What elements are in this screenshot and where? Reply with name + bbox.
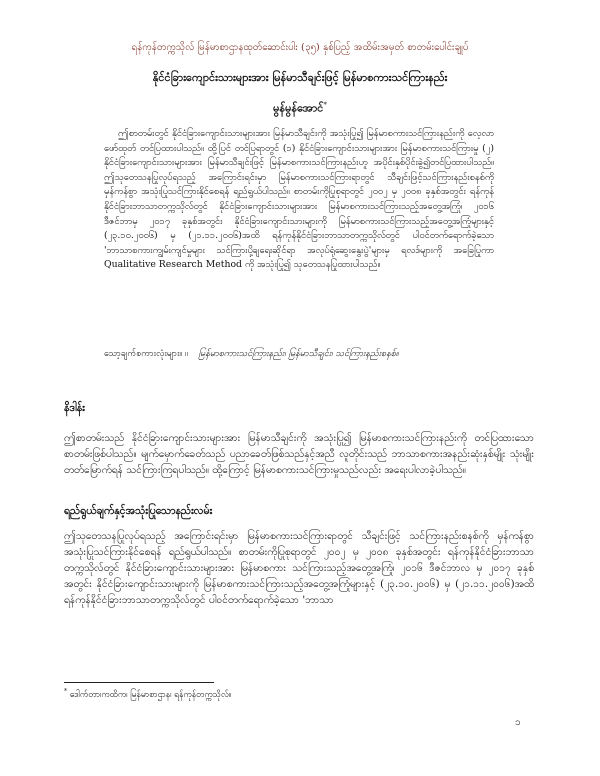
footnote-text: ဒေါက်တာ၊ကထိက၊ မြန်မာစာဌာန၊ ရန်ကုန်တက္ကသိုလ်။ xyxy=(69,689,232,700)
purpose-method-paragraph: ဤသုတေသနပြုလုပ်ရသည့် အကြောင်းရင်းမှာ မြန်မာစကားသင်ကြားရာတွင် သီချင်းဖြင့် သင်ကြားနည်းစနစ်ကို မှန်ကန်စွာ အသုံးပြုသင်ကြားနိုင်စေရန် ရည်ရွယ်ပါသည်။ စာတမ်းကိုပြုစုရာတွင် ၂၀၀၂ မှ ၂၀၀၈ ခုနှစ်အတွင်း ရန်ကုန်နိုင်ငံခြားဘာသာတက္ကသိုလ်တွင် နိုင်ငံခြားကျောင်းသားများအား မြန်မာစကား သင်ကြားသည့်အတွေ့အကြုံ၊ ၂၀၁၆ ဒီဇင်ဘာလ မှ ၂၀၁၇ ခုနှစ်အတွင်း နိုင်ငံခြားကျောင်းသားများကို မြန်မာစကားသင်ကြားသည့်အတွေ့အကြုံများနှင့် (၂၃.၁၀.၂၀၀၆) မှ (၂၁.၁၁.၂၀၀၆)အထိ ရန်ကုန်နိုင်ငံခြားဘာသာတက္ကသိုလ်တွင် ပါဝင်တက်ရောက်ခဲ့သော 'ဘာသာ xyxy=(64,530,534,606)
author-name: မွန်မွန်အောင် xyxy=(273,101,324,115)
author-line xyxy=(0,101,600,118)
keywords-label: သော့ချက်စကားလုံးများ။ ။ xyxy=(104,349,188,359)
page-number: ၁ xyxy=(515,717,521,728)
paper-title: နိုင်ငံခြားကျောင်းသားများအား မြန်မာသီချင်းဖြင့် မြန်မာစကားသင်ကြားနည်း xyxy=(152,71,448,84)
introduction-paragraph: ဤစာတမ်းသည် နိုင်ငံခြားကျောင်းသားများအား မြန်မာသီချင်းကို အသုံးပြု၍ မြန်မာစကားသင်ကြားနည်းကို တင်ပြထားသောစာတမ်းဖြစ်ပါသည်။ မျက်မှောက်ခေတ်သည် ပညာခေတ်ဖြစ်သည်နှင့်အညီ လူတိုင်းသည် ဘာသာစကားအနည်းဆုံးနှစ်မျိုး သုံးမျိုးတတ်မြောက်ရန် သင်ကြားကြရပါသည်။ ထို့ကြောင့် မြန်မာစကားသင်ကြားမှုသည်လည်း အရေးပါလာခဲ့ပါသည်။ xyxy=(64,432,534,476)
abstract: ဤစာတမ်းတွင် နိုင်ငံခြားကျောင်းသားများအား မြန်မာသီချင်းကို အသုံးပြု၍ မြန်မာစကားသင်ကြားနည်းကို လေ့လာဖော်ထုတ် တင်ပြထားပါသည်။ ထို့ပြင် တင်ပြရာတွင် (၁) နိုင်ငံခြားကျောင်းသားများအား မြန်မာစကားသင်ကြားမှု (၂) နိုင်ငံခြားကျောင်းသားများအား မြန်မာသီချင်းဖြင့် မြန်မာစကားသင်ကြားနည်းဟူ အပိုင်းနှစ်ပိုင်းခွဲ၍တင်ပြထားပါသည်။ ဤသုတေသနပြုလုပ်ရသည့် အကြောင်းရင်းမှာ မြန်မာစကားသင်ကြားရာတွင် သီချင်းဖြင့်သင်ကြားနည်းစနစ်ကို မှန်ကန်စွာ အသုံးပြုသင်ကြားနိုင်စေရန် ရည်ရွယ်ပါသည်။ စာတမ်းကိုပြုစုရာတွင် ၂၀၀၂ မှ ၂၀၀၈ ခုနှစ်အတွင်း ရန်ကုန်နိုင်ငံခြားဘာသာတက္ကသိုလ်တွင် နိုင်ငံခြားကျောင်းသားများအား မြန်မာစကားသင်ကြားသည့်အတွေ့အကြုံ၊ ၂၀၁၆ ဒီဇင်ဘာမှ ၂၀၁၇ ခုနှစ်အတွင်း နိုင်ငံခြားကျောင်းသားများကို မြန်မာစကားသင်ကြားသည့်အတွေ့အကြုံများနှင့် (၂၃.၁၀.၂၀၀၆) မှ (၂၁.၁၁.၂၀၀၆)အထိ ရန်ကုန်နိုင်ငံခြားဘာသာတက္ကသိုလ်တွင် ပါဝင်တက်ရောက်ခဲ့သော 'ဘာသာစကားကျွမ်းကျင်မှုများ သင်ကြားပို့ချရေးဆိုင်ရာ အလုပ်ရုံဆွေးနွေးပွဲ'များမှ ရလဒ်များကို အခြေပြုကာ Qualitative Research Method ကို အသုံးပြု၍ သုတေသနပြုထားပါသည်။ xyxy=(104,128,494,271)
section-heading-purpose-method: ရည်ရွယ်ချက်နှင့်အသုံးပြုသောနည်းလမ်း xyxy=(64,505,213,517)
footnote-mark: * xyxy=(64,688,67,695)
keywords xyxy=(104,348,524,361)
keywords-list: မြန်မာစကားသင်ကြားနည်း၊ မြန်မာသီချင်း၊ သင်ကြားနည်းစနစ်။ xyxy=(198,349,399,359)
section-heading-introduction: နိဒါန်း xyxy=(64,402,85,414)
journal-header: ရန်ကုန်တက္ကသိုလ် မြန်မာစာဌာနထုတ်ဆောင်းပါး (၃၅) နှစ်ပြည့် အထိမ်းအမှတ် စာတမ်းပေါင်းချုပ် xyxy=(131,42,469,53)
author-footnote-mark: * xyxy=(323,101,327,109)
footnote xyxy=(64,688,232,702)
footnote-divider xyxy=(64,682,214,683)
